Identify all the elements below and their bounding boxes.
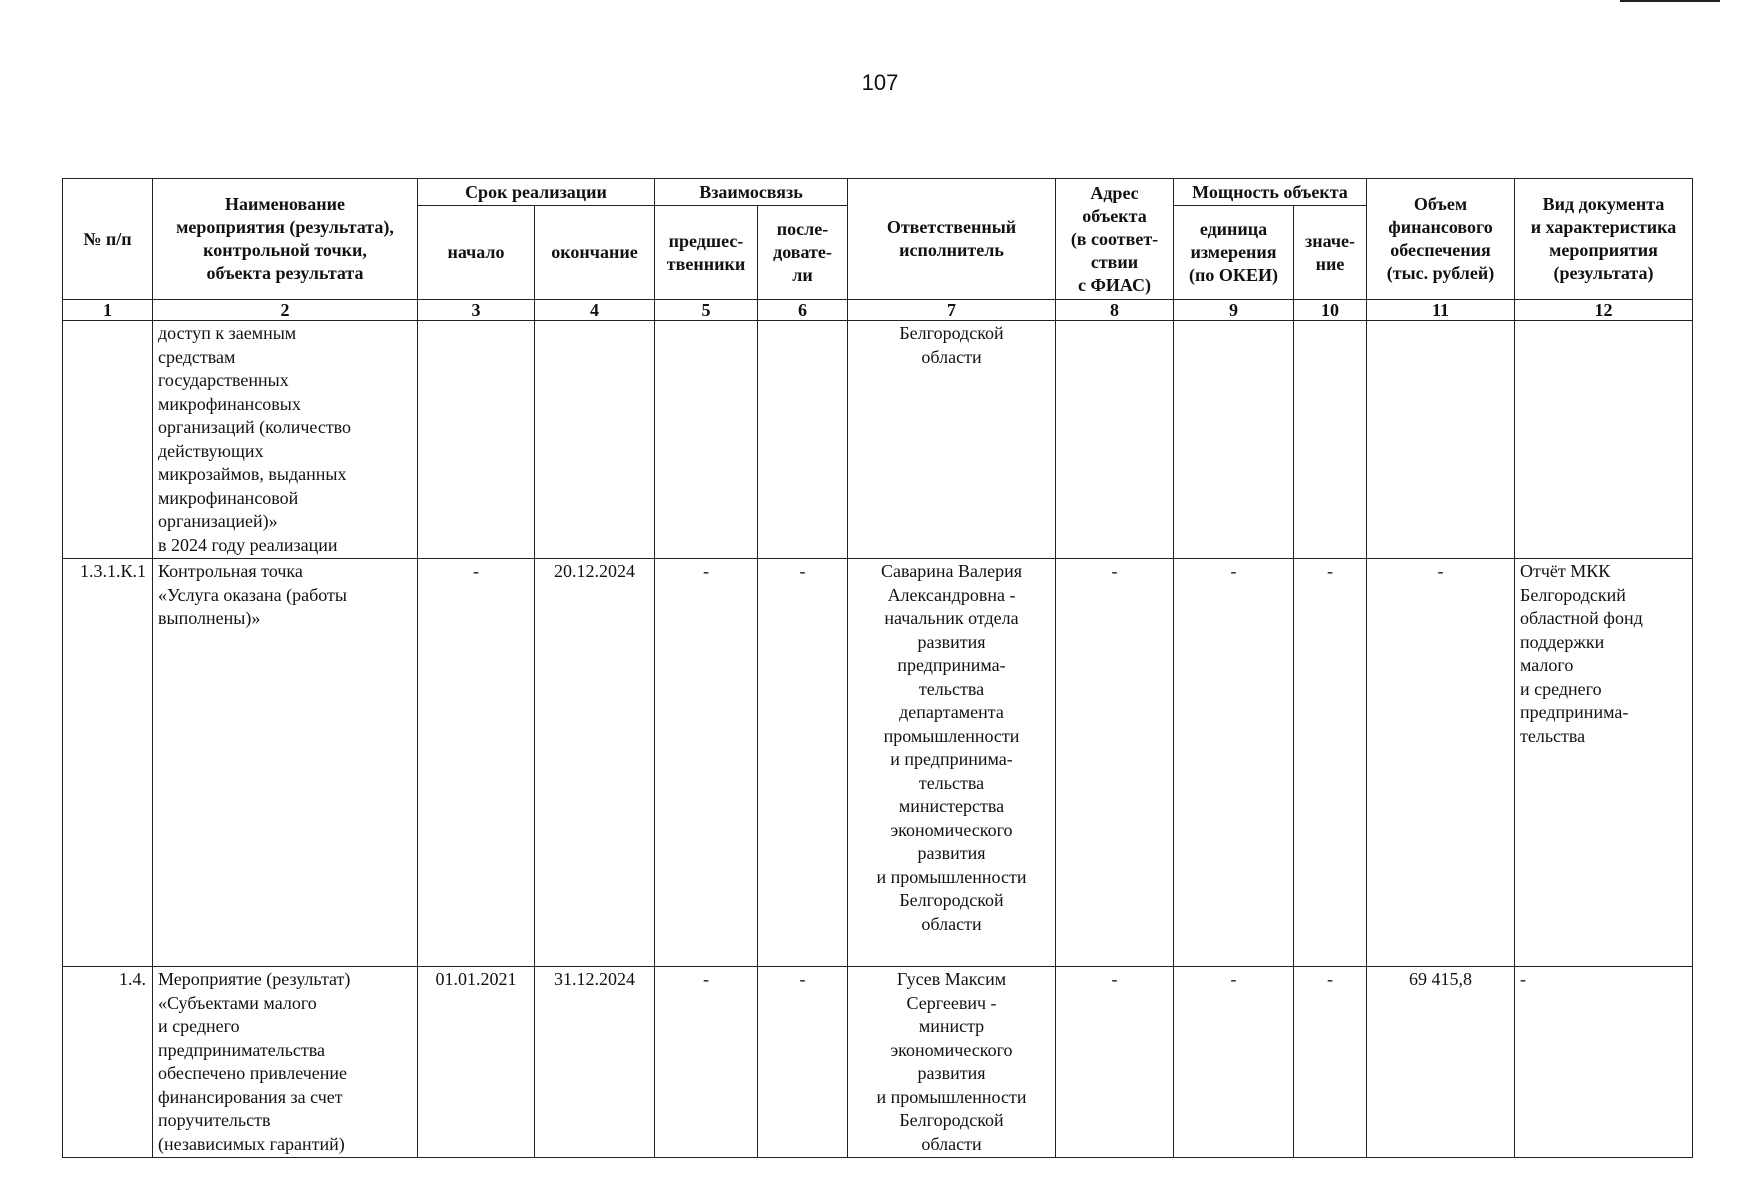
row-unit xyxy=(1174,321,1294,559)
header-end: окончание xyxy=(535,206,655,300)
column-number: 3 xyxy=(418,300,535,321)
header-address: Адрес объекта (в соответ- ствии с ФИАС) xyxy=(1056,179,1174,300)
row-start: - xyxy=(418,559,535,967)
row-responsible: Саварина Валерия Александровна - начальник отдела развития предпринима- тельства департамента промышленности и предпринима- тельства министерства экономического развития и промышленности Белгородской области xyxy=(848,559,1056,967)
row-number: 1.3.1.К.1 xyxy=(63,559,153,967)
row-address: - xyxy=(1056,967,1174,1158)
header-successors: после- довате- ли xyxy=(758,206,848,300)
row-end: 20.12.2024 xyxy=(535,559,655,967)
row-predecessors xyxy=(655,321,758,559)
column-number: 2 xyxy=(153,300,418,321)
row-name: Контрольная точка «Услуга оказана (работы выполнены)» xyxy=(153,559,418,967)
header-responsible: Ответственный исполнитель xyxy=(848,179,1056,300)
row-successors xyxy=(758,321,848,559)
row-funding: - xyxy=(1367,559,1515,967)
column-number: 6 xyxy=(758,300,848,321)
row-number xyxy=(63,321,153,559)
row-number: 1.4. xyxy=(63,967,153,1158)
row-value: - xyxy=(1294,559,1367,967)
table-row xyxy=(63,321,1693,559)
row-successors: - xyxy=(758,967,848,1158)
row-start: 01.01.2021 xyxy=(418,967,535,1158)
row-value xyxy=(1294,321,1367,559)
row-responsible: Гусев Максим Сергеевич - министр экономического развития и промышленности Белгородской области xyxy=(848,967,1056,1158)
row-funding xyxy=(1367,321,1515,559)
row-unit: - xyxy=(1174,967,1294,1158)
column-number: 5 xyxy=(655,300,758,321)
column-number: 7 xyxy=(848,300,1056,321)
header-relation: Взаимосвязь xyxy=(655,179,848,206)
header-capacity: Мощность объекта xyxy=(1174,179,1367,206)
row-document: - xyxy=(1515,967,1693,1158)
column-number: 11 xyxy=(1367,300,1515,321)
header-period: Срок реализации xyxy=(418,179,655,206)
table-row xyxy=(63,967,1693,1158)
header-start: начало xyxy=(418,206,535,300)
row-address: - xyxy=(1056,559,1174,967)
row-end: 31.12.2024 xyxy=(535,967,655,1158)
row-document: Отчёт МКК Белгородский областной фонд поддержки малого и среднего предпринима- тельства xyxy=(1515,559,1693,967)
row-successors: - xyxy=(758,559,848,967)
column-number-row xyxy=(63,300,1693,321)
row-start xyxy=(418,321,535,559)
row-name: Мероприятие (результат) «Субъектами малого и среднего предпринимательства обеспечено привлечение финансирования за счет поручительств (независимых гарантий) xyxy=(153,967,418,1158)
activities-table xyxy=(62,178,1693,1158)
row-responsible: Белгородской области xyxy=(848,321,1056,559)
column-number: 8 xyxy=(1056,300,1174,321)
column-number: 12 xyxy=(1515,300,1693,321)
row-funding: 69 415,8 xyxy=(1367,967,1515,1158)
header-predecessors: предшес- твенники xyxy=(655,206,758,300)
header-value: значе- ние xyxy=(1294,206,1367,300)
table-row xyxy=(63,559,1693,967)
row-address xyxy=(1056,321,1174,559)
header-funding: Объем финансового обеспечения (тыс. рублей) xyxy=(1367,179,1515,300)
header-row-1 xyxy=(63,179,1693,206)
header-document: Вид документа и характеристика мероприятия (результата) xyxy=(1515,179,1693,300)
header-unit: единица измерения (по ОКЕИ) xyxy=(1174,206,1294,300)
page-number: 107 xyxy=(861,70,899,95)
column-number: 10 xyxy=(1294,300,1367,321)
table-container xyxy=(62,178,1693,1158)
row-end xyxy=(535,321,655,559)
scan-edge-mark xyxy=(1620,0,1720,2)
header-number: № п/п xyxy=(63,179,153,300)
row-unit: - xyxy=(1174,559,1294,967)
row-predecessors: - xyxy=(655,559,758,967)
row-value: - xyxy=(1294,967,1367,1158)
column-number: 1 xyxy=(63,300,153,321)
column-number: 4 xyxy=(535,300,655,321)
header-name: Наименование мероприятия (результата), контрольной точки, объекта результата xyxy=(153,179,418,300)
row-document xyxy=(1515,321,1693,559)
column-number: 9 xyxy=(1174,300,1294,321)
row-name: доступ к заемным средствам государственных микрофинансовых организаций (количество действующих микрозаймов, выданных микрофинансовой организацией)» в 2024 году реализации xyxy=(153,321,418,559)
row-predecessors: - xyxy=(655,967,758,1158)
